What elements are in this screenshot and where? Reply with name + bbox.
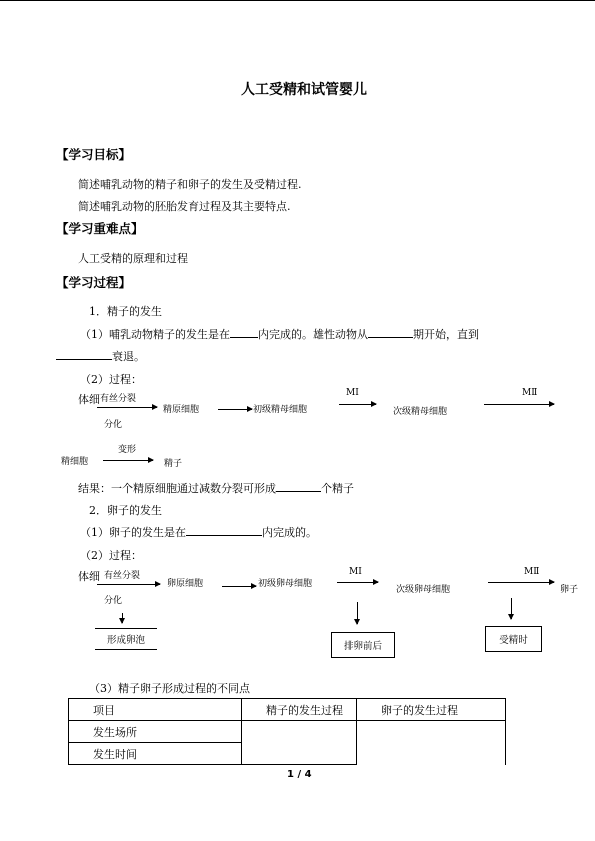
arrow-icon xyxy=(218,409,252,410)
page-title: 人工受精和试管婴儿 xyxy=(241,82,367,98)
arrow-down-icon xyxy=(511,598,512,619)
table-cell[interactable] xyxy=(357,721,506,765)
egg-question-2: （2）过程： xyxy=(80,549,142,562)
key-point-item: 人工受精的原理和过程 xyxy=(78,252,188,265)
primary-oocyte-label: 初级卵母细胞 xyxy=(258,579,313,589)
mitosis-label: 有丝分裂 xyxy=(100,394,137,404)
egg-start-label: 体细 xyxy=(78,570,100,583)
compare-heading: （3）精子卵子形成过程的不同点 xyxy=(89,682,250,695)
fill-blank[interactable] xyxy=(276,480,321,492)
egg-q1-text-b: 内完成的。 xyxy=(262,526,317,539)
arrow-icon xyxy=(222,586,256,587)
sperm-question-2: （2）过程： xyxy=(80,373,142,386)
arrow-icon xyxy=(97,407,157,408)
fill-blank[interactable] xyxy=(56,348,112,360)
sperm-result xyxy=(78,480,354,496)
arrow-icon xyxy=(97,584,160,585)
process-heading: 【学习过程】 xyxy=(56,275,132,290)
arrow-icon xyxy=(339,404,376,405)
secondary-oocyte-label: 次级卵母细胞 xyxy=(396,585,451,595)
comparison-table xyxy=(68,698,506,765)
sperm-start-label: 体细 xyxy=(78,393,100,406)
sperm-question-1 xyxy=(80,326,479,342)
table-row xyxy=(69,721,506,743)
differentiation-label: 分化 xyxy=(104,420,123,430)
arrow-down-icon xyxy=(122,613,123,623)
top-border xyxy=(0,0,595,1)
egg-question-1 xyxy=(80,524,317,540)
sperm-q1-text-b: 内完成的。雄性动物从 xyxy=(258,328,368,341)
goals-heading: 【学习目标】 xyxy=(56,147,132,162)
fill-blank[interactable] xyxy=(368,326,413,338)
meiosis-2-label: MⅡ xyxy=(522,388,538,398)
spermatogonium-label: 精原细胞 xyxy=(163,405,200,415)
sperm-label: 精子 xyxy=(164,459,183,469)
fill-blank[interactable] xyxy=(230,326,258,338)
sperm-heading: 1．精子的发生 xyxy=(89,305,162,318)
table-cell: 发生场所 xyxy=(69,721,242,743)
sperm-q1-text-c: 期开始，直到 xyxy=(413,328,479,341)
sperm-question-1-cont xyxy=(56,348,145,364)
spermatid-label: 精细胞 xyxy=(61,457,89,467)
meiosis-1-label: MⅠ xyxy=(349,567,362,577)
differentiation-label: 分化 xyxy=(104,596,123,606)
goal-item: 简述哺乳动物的胚胎发育过程及其主要特点. xyxy=(78,200,291,213)
table-header-cell: 项目 xyxy=(69,699,242,721)
goal-item: 简述哺乳动物的精子和卵子的发生及受精过程. xyxy=(78,178,302,191)
before-ovulation-box: 排卵前后 xyxy=(331,632,395,658)
arrow-down-icon xyxy=(357,602,358,624)
egg-q1-text-a: （1）卵子的发生是在 xyxy=(80,526,186,539)
egg-heading: 2．卵子的发生 xyxy=(89,504,162,517)
at-fertilization-box: 受精时 xyxy=(485,626,542,652)
page-number: 1 / 4 xyxy=(287,769,312,780)
follicle-box: 形成卵泡 xyxy=(95,628,157,650)
arrow-icon xyxy=(484,404,554,405)
sperm-q1-text-a: （1）哺乳动物精子的发生是在 xyxy=(80,328,230,341)
secondary-spermatocyte-label: 次级精母细胞 xyxy=(393,407,448,417)
sperm-q1-text-d: 衰退。 xyxy=(112,350,145,363)
fill-blank[interactable] xyxy=(186,524,262,536)
key-points-heading: 【学习重难点】 xyxy=(56,221,144,236)
primary-spermatocyte-label: 初级精母细胞 xyxy=(253,405,308,415)
mitosis-label: 有丝分裂 xyxy=(104,571,141,581)
table-cell: 发生时间 xyxy=(69,743,242,765)
ovum-label: 卵子 xyxy=(560,585,579,595)
sperm-result-text-b: 个精子 xyxy=(321,482,354,495)
table-header-row xyxy=(69,699,506,721)
oogonium-label: 卵原细胞 xyxy=(167,579,204,589)
arrow-icon xyxy=(488,582,554,583)
metamorphosis-label: 变形 xyxy=(118,445,137,455)
meiosis-2-label: MⅡ xyxy=(524,567,540,577)
arrow-icon xyxy=(103,460,153,461)
table-cell[interactable] xyxy=(242,721,357,765)
arrow-icon xyxy=(337,582,378,583)
table-header-cell: 卵子的发生过程 xyxy=(357,699,506,721)
meiosis-1-label: MⅠ xyxy=(346,388,359,398)
table-header-cell: 精子的发生过程 xyxy=(242,699,357,721)
sperm-result-text-a: 结果：一个精原细胞通过减数分裂可形成 xyxy=(78,482,276,495)
